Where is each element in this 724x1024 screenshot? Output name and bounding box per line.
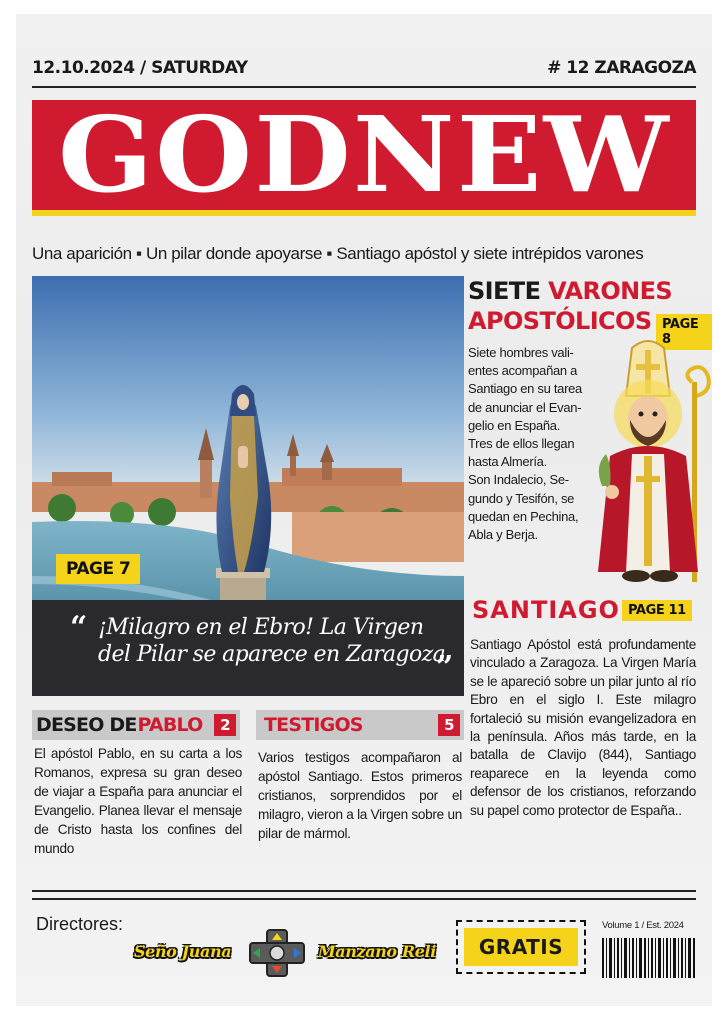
tagline: [32, 244, 702, 264]
siete-title-red: VARONES: [548, 277, 673, 305]
lead-headline-box: [32, 600, 464, 696]
siete-line: gelio en España.: [468, 417, 561, 433]
footer-rule-2: [32, 898, 696, 900]
issue-number: # 12 ZARAGOZA: [547, 58, 696, 78]
volume-label: Volume 1 / Est. 2024: [602, 920, 684, 931]
tagline-separator: ▪: [136, 244, 142, 263]
siete-line: de anunciar el Evan-: [468, 399, 582, 415]
siete-line: Siete hombres vali-: [468, 345, 574, 360]
tagline-separator: ▪: [326, 244, 333, 263]
santiago-page-badge: PAGE 11: [622, 600, 692, 621]
deseo-title-black: DESEO DE: [36, 714, 137, 736]
testigos-header: [256, 710, 464, 740]
testigos-title: TESTIGOS: [264, 714, 363, 736]
lead-headline: ¡Milagro en el Ebro! La Virgen del Pilar se aparece en Zaragoza: [98, 615, 446, 667]
barcode-icon: [602, 938, 696, 978]
bishop-saint-illustration: [592, 336, 712, 592]
newspaper-page: [16, 14, 712, 1006]
quote-close-icon: ”: [436, 650, 454, 685]
siete-line: entes acompañan a: [468, 363, 578, 379]
testigos-body: Varios testigos acompañaron al apóstol Santiago. Estos primeros cristianos, sorprendidos por el milagro, vieron a la Virgen sobre un pilar de mármol.: [258, 750, 462, 841]
siete-line: Santiago en su tarea: [468, 381, 582, 397]
tagline-item: Santiago apóstol y siete intrépidos varones: [336, 244, 644, 263]
siete-title: [468, 276, 672, 336]
deseo-header: [32, 710, 240, 740]
top-info-bar: [32, 58, 696, 78]
masthead-title: GODNEW: [57, 93, 671, 216]
footer-rule: [32, 890, 696, 892]
siete-title-red-2: APOSTÓLICOS: [468, 307, 652, 335]
tagline-item: Una aparición: [32, 244, 132, 263]
deseo-body: El apóstol Pablo, en su carta a los Romanos, expresa su gran deseo de viajar a España para anunciar el Evangelio. Planea llevar el mensaje de Cristo hasta los confines del mundo: [34, 746, 242, 856]
top-rule: [32, 86, 696, 88]
testigos-number-badge: 5: [438, 714, 460, 736]
directors-label: Directores:: [36, 914, 124, 934]
santiago-body: Santiago Apóstol está profundamente vinculado a Zaragoza. La Virgen María se le apareció sobre un pilar junto al río Ebro en el siglo I. Este milagro fortaleció su misión evangelizadora en la península. Años más tarde, en la batalla de Clavijo (844), Santiago reaparece en la leyenda como defensor de los cristianos, reforzando su papel como protector de España..: [470, 637, 696, 818]
siete-line: Abla y Berja.: [468, 527, 538, 543]
deseo-title-red: PABLO: [137, 714, 203, 736]
lead-page-badge: PAGE 7: [56, 554, 140, 584]
siete-line: Tres de ellos llegan: [468, 436, 575, 452]
siete-line: quedan en Pechina,: [468, 508, 579, 524]
siete-body: [468, 344, 604, 544]
siete-line: hasta Almería.: [468, 454, 547, 470]
siete-page-badge: PAGE 8: [656, 314, 712, 350]
tagline-item: Un pilar donde apoyarse: [146, 244, 323, 263]
gamepad-icon: [244, 928, 310, 978]
gratis-box: [456, 920, 586, 974]
deseo-number-badge: 2: [214, 714, 236, 736]
siete-line: Son Indalecio, Se-: [468, 472, 569, 488]
quote-open-icon: “: [70, 610, 88, 645]
siete-line: gundo y Tesifón, se: [468, 490, 575, 506]
director-2: Manzano Reli: [318, 942, 436, 961]
director-1: Seño Juana: [134, 942, 232, 961]
gratis-label: GRATIS: [464, 928, 578, 966]
issue-date: 12.10.2024 / SATURDAY: [32, 58, 248, 78]
santiago-title: SANTIAGO: [472, 596, 620, 624]
masthead: [32, 93, 696, 216]
siete-title-black: SIETE: [468, 277, 549, 305]
